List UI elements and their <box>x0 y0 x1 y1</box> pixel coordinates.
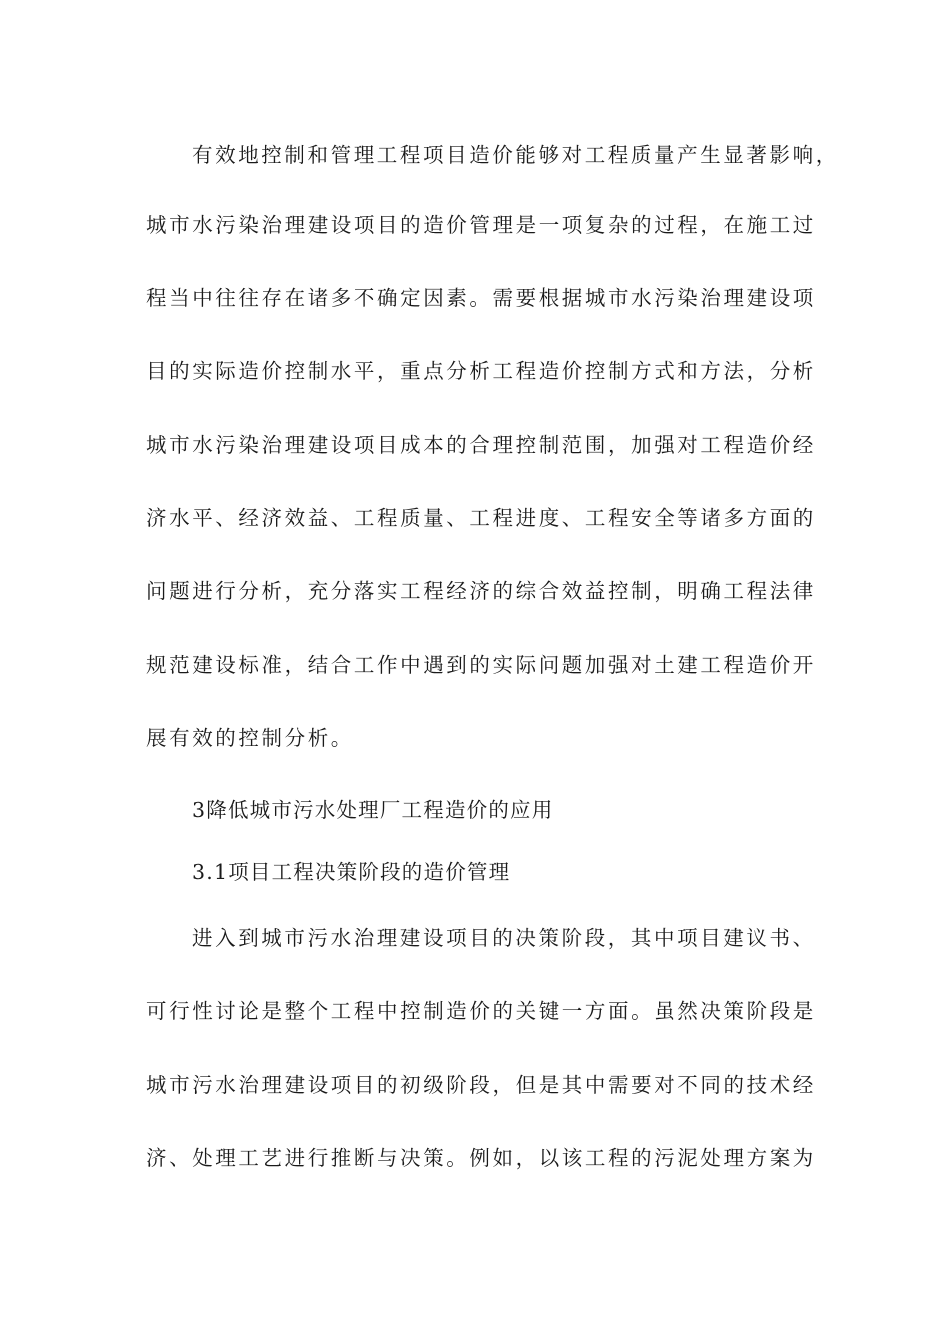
paragraph-1-line-3: 程当中往往存在诸多不确定因素。需要根据城市水污染治理建设项 <box>146 286 816 310</box>
paragraph-1-line-8: 规范建设标准，结合工作中遇到的实际问题加强对土建工程造价开 <box>146 653 816 677</box>
section-heading: 3降低城市污水处理厂工程造价的应用 <box>192 798 554 822</box>
paragraph-1-line-5: 城市水污染治理建设项目成本的合理控制范围，加强对工程造价经 <box>146 433 816 457</box>
paragraph-1-line-6: 济水平、经济效益、工程质量、工程进度、工程安全等诸多方面的 <box>146 506 816 530</box>
paragraph-2-line-1: 进入到城市污水治理建设项目的决策阶段，其中项目建议书、 <box>192 926 816 950</box>
paragraph-2-line-3: 城市污水治理建设项目的初级阶段，但是其中需要对不同的技术经 <box>146 1073 816 1097</box>
paragraph-2-line-2: 可行性讨论是整个工程中控制造价的关键一方面。虽然决策阶段是 <box>146 999 816 1023</box>
paragraph-1-line-4: 目的实际造价控制水平，重点分析工程造价控制方式和方法，分析 <box>146 359 816 383</box>
paragraph-1-line-1: 有效地控制和管理工程项目造价能够对工程质量产生显著影响， <box>192 143 839 167</box>
paragraph-2-line-4: 济、处理工艺进行推断与决策。例如，以该工程的污泥处理方案为 <box>146 1146 816 1170</box>
subsection-heading: 3.1项目工程决策阶段的造价管理 <box>192 860 511 884</box>
paragraph-1-line-9: 展有效的控制分析。 <box>146 726 354 750</box>
paragraph-1-line-2: 城市水污染治理建设项目的造价管理是一项复杂的过程，在施工过 <box>146 213 816 237</box>
paragraph-1-line-7: 问题进行分析，充分落实工程经济的综合效益控制，明确工程法律 <box>146 579 816 603</box>
